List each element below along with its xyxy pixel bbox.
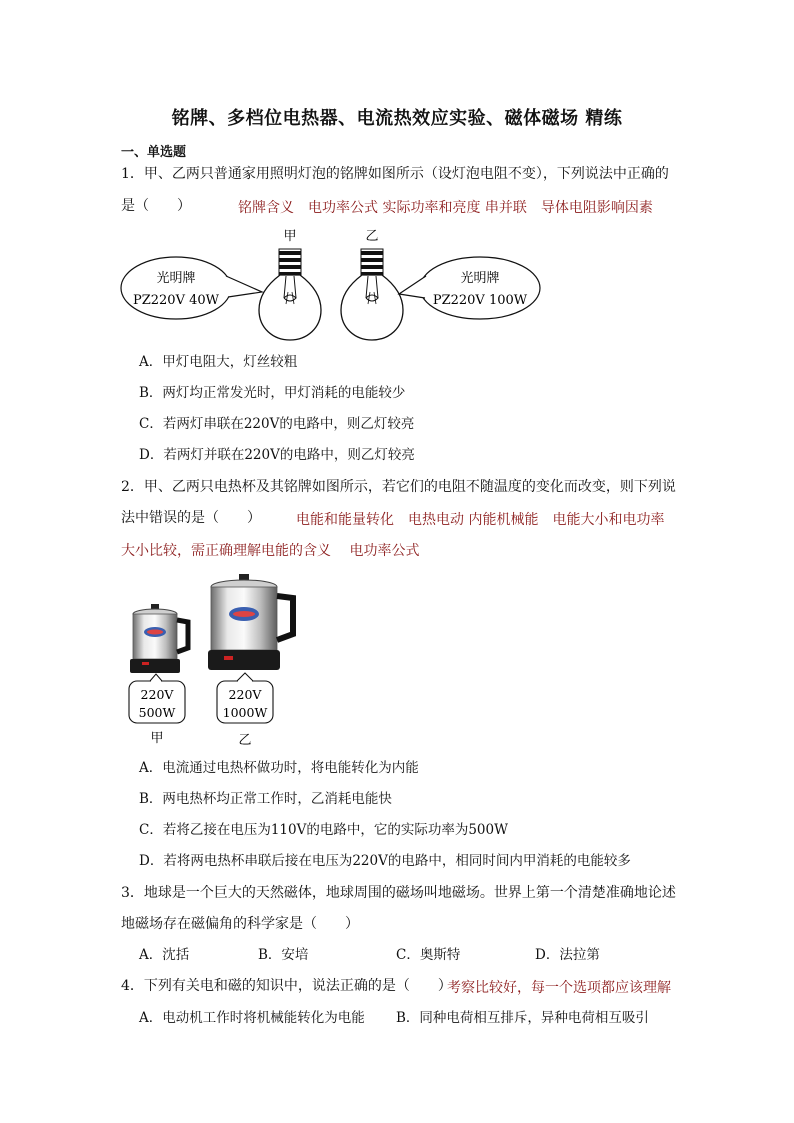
- q1-stem-line1: 1．甲、乙两只普通家用照明灯泡的铭牌如图所示（设灯泡电阻不变），下列说法中正确的: [121, 166, 669, 182]
- q3-option-a: A．沈括: [139, 947, 190, 963]
- q3-stem-line1: 3．地球是一个巨大的天然磁体，地球周围的磁场叫地磁场。世界上第一个清楚准确地论述: [121, 885, 676, 901]
- large-kettle-label: 乙: [238, 733, 252, 748]
- q2-stem-line2: 法中错误的是（ ）: [121, 510, 261, 526]
- q2-option-b: B．两电热杯均正常工作时，乙消耗电能快: [139, 791, 392, 807]
- q4-option-a: A．电动机工作时将机械能转化为电能: [139, 1010, 365, 1026]
- q1-teacher-notes: 铭牌含义 电功率公式 实际功率和亮度 串并联 导体电阻影响因素: [238, 200, 653, 216]
- bulb-b-label: 乙: [365, 229, 379, 244]
- nameplate-bubble-a: [121, 257, 262, 319]
- q1-stem-line2: 是（ ）: [121, 198, 191, 214]
- small-bubble-line1: 220V: [140, 687, 174, 702]
- nameplate-bubble-b: [399, 257, 540, 319]
- q2-option-d: D．若将两电热杯串联后接在电压为220V的电路中，相同时间内甲消耗的电能较多: [139, 853, 631, 869]
- small-kettle-icon: [130, 604, 188, 673]
- bubble-b-line1: 光明牌: [460, 271, 500, 286]
- bulb-a-label: 甲: [283, 229, 297, 244]
- q1-option-b: B．两灯均正常发光时，甲灯消耗的电能较少: [139, 385, 406, 401]
- large-bubble-line2: 1000W: [222, 705, 268, 720]
- q2-option-a: A．电流通过电热杯做功时，将电能转化为内能: [139, 760, 419, 776]
- q2-teacher-notes-line2: 大小比较，需正确理解电能的含义 电功率公式: [121, 543, 420, 559]
- q4-teacher-note: 考察比较好，每一个选项都应该理解: [447, 980, 671, 996]
- q1-option-a: A．甲灯电阻大，灯丝较粗: [139, 354, 298, 370]
- q2-stem-line1: 2．甲、乙两只电热杯及其铭牌如图所示，若它们的电阻不随温度的变化而改变，则下列说: [121, 479, 676, 495]
- small-kettle-label: 甲: [150, 731, 164, 746]
- q3-stem-line2: 地磁场存在磁偏角的科学家是（ ）: [121, 916, 359, 932]
- bulb-b-icon: [341, 249, 403, 340]
- section-heading: 一、单选题: [121, 145, 187, 160]
- nameplate-bubble-small: [129, 674, 185, 723]
- q3-option-d: D．法拉第: [535, 947, 600, 963]
- large-bubble-line1: 220V: [228, 687, 262, 702]
- q1-option-d: D．若两灯并联在220V的电路中，则乙灯较亮: [139, 447, 415, 463]
- q4-stem-line1: 4．下列有关电和磁的知识中，说法正确的是（ ）: [121, 978, 452, 994]
- q2-option-c: C．若将乙接在电压为110V的电路中，它的实际功率为500W: [139, 822, 508, 838]
- small-bubble-line2: 500W: [138, 705, 176, 720]
- q1-bulb-figure: [118, 222, 548, 344]
- nameplate-bubble-large: [217, 673, 273, 723]
- bubble-a-line2: PZ220V 40W: [132, 293, 220, 308]
- q3-option-c: C．奥斯特: [396, 947, 461, 963]
- q2-kettle-figure: [120, 570, 310, 750]
- q3-option-b: B．安培: [258, 947, 309, 963]
- q1-option-c: C．若两灯串联在220V的电路中，则乙灯较亮: [139, 416, 415, 432]
- bulb-a-icon: [259, 249, 321, 340]
- q4-option-b: B．同种电荷相互排斥，异种电荷相互吸引: [396, 1010, 649, 1026]
- large-kettle-icon: [208, 574, 293, 670]
- bubble-b-line2: PZ220V 100W: [432, 293, 528, 308]
- bubble-a-line1: 光明牌: [156, 271, 196, 286]
- page-title: 铭牌、多档位电热器、电流热效应实验、磁体磁场 精练: [171, 108, 623, 129]
- q2-teacher-notes-line1: 电能和能量转化 电热电动 内能机械能 电能大小和电功率: [296, 512, 665, 528]
